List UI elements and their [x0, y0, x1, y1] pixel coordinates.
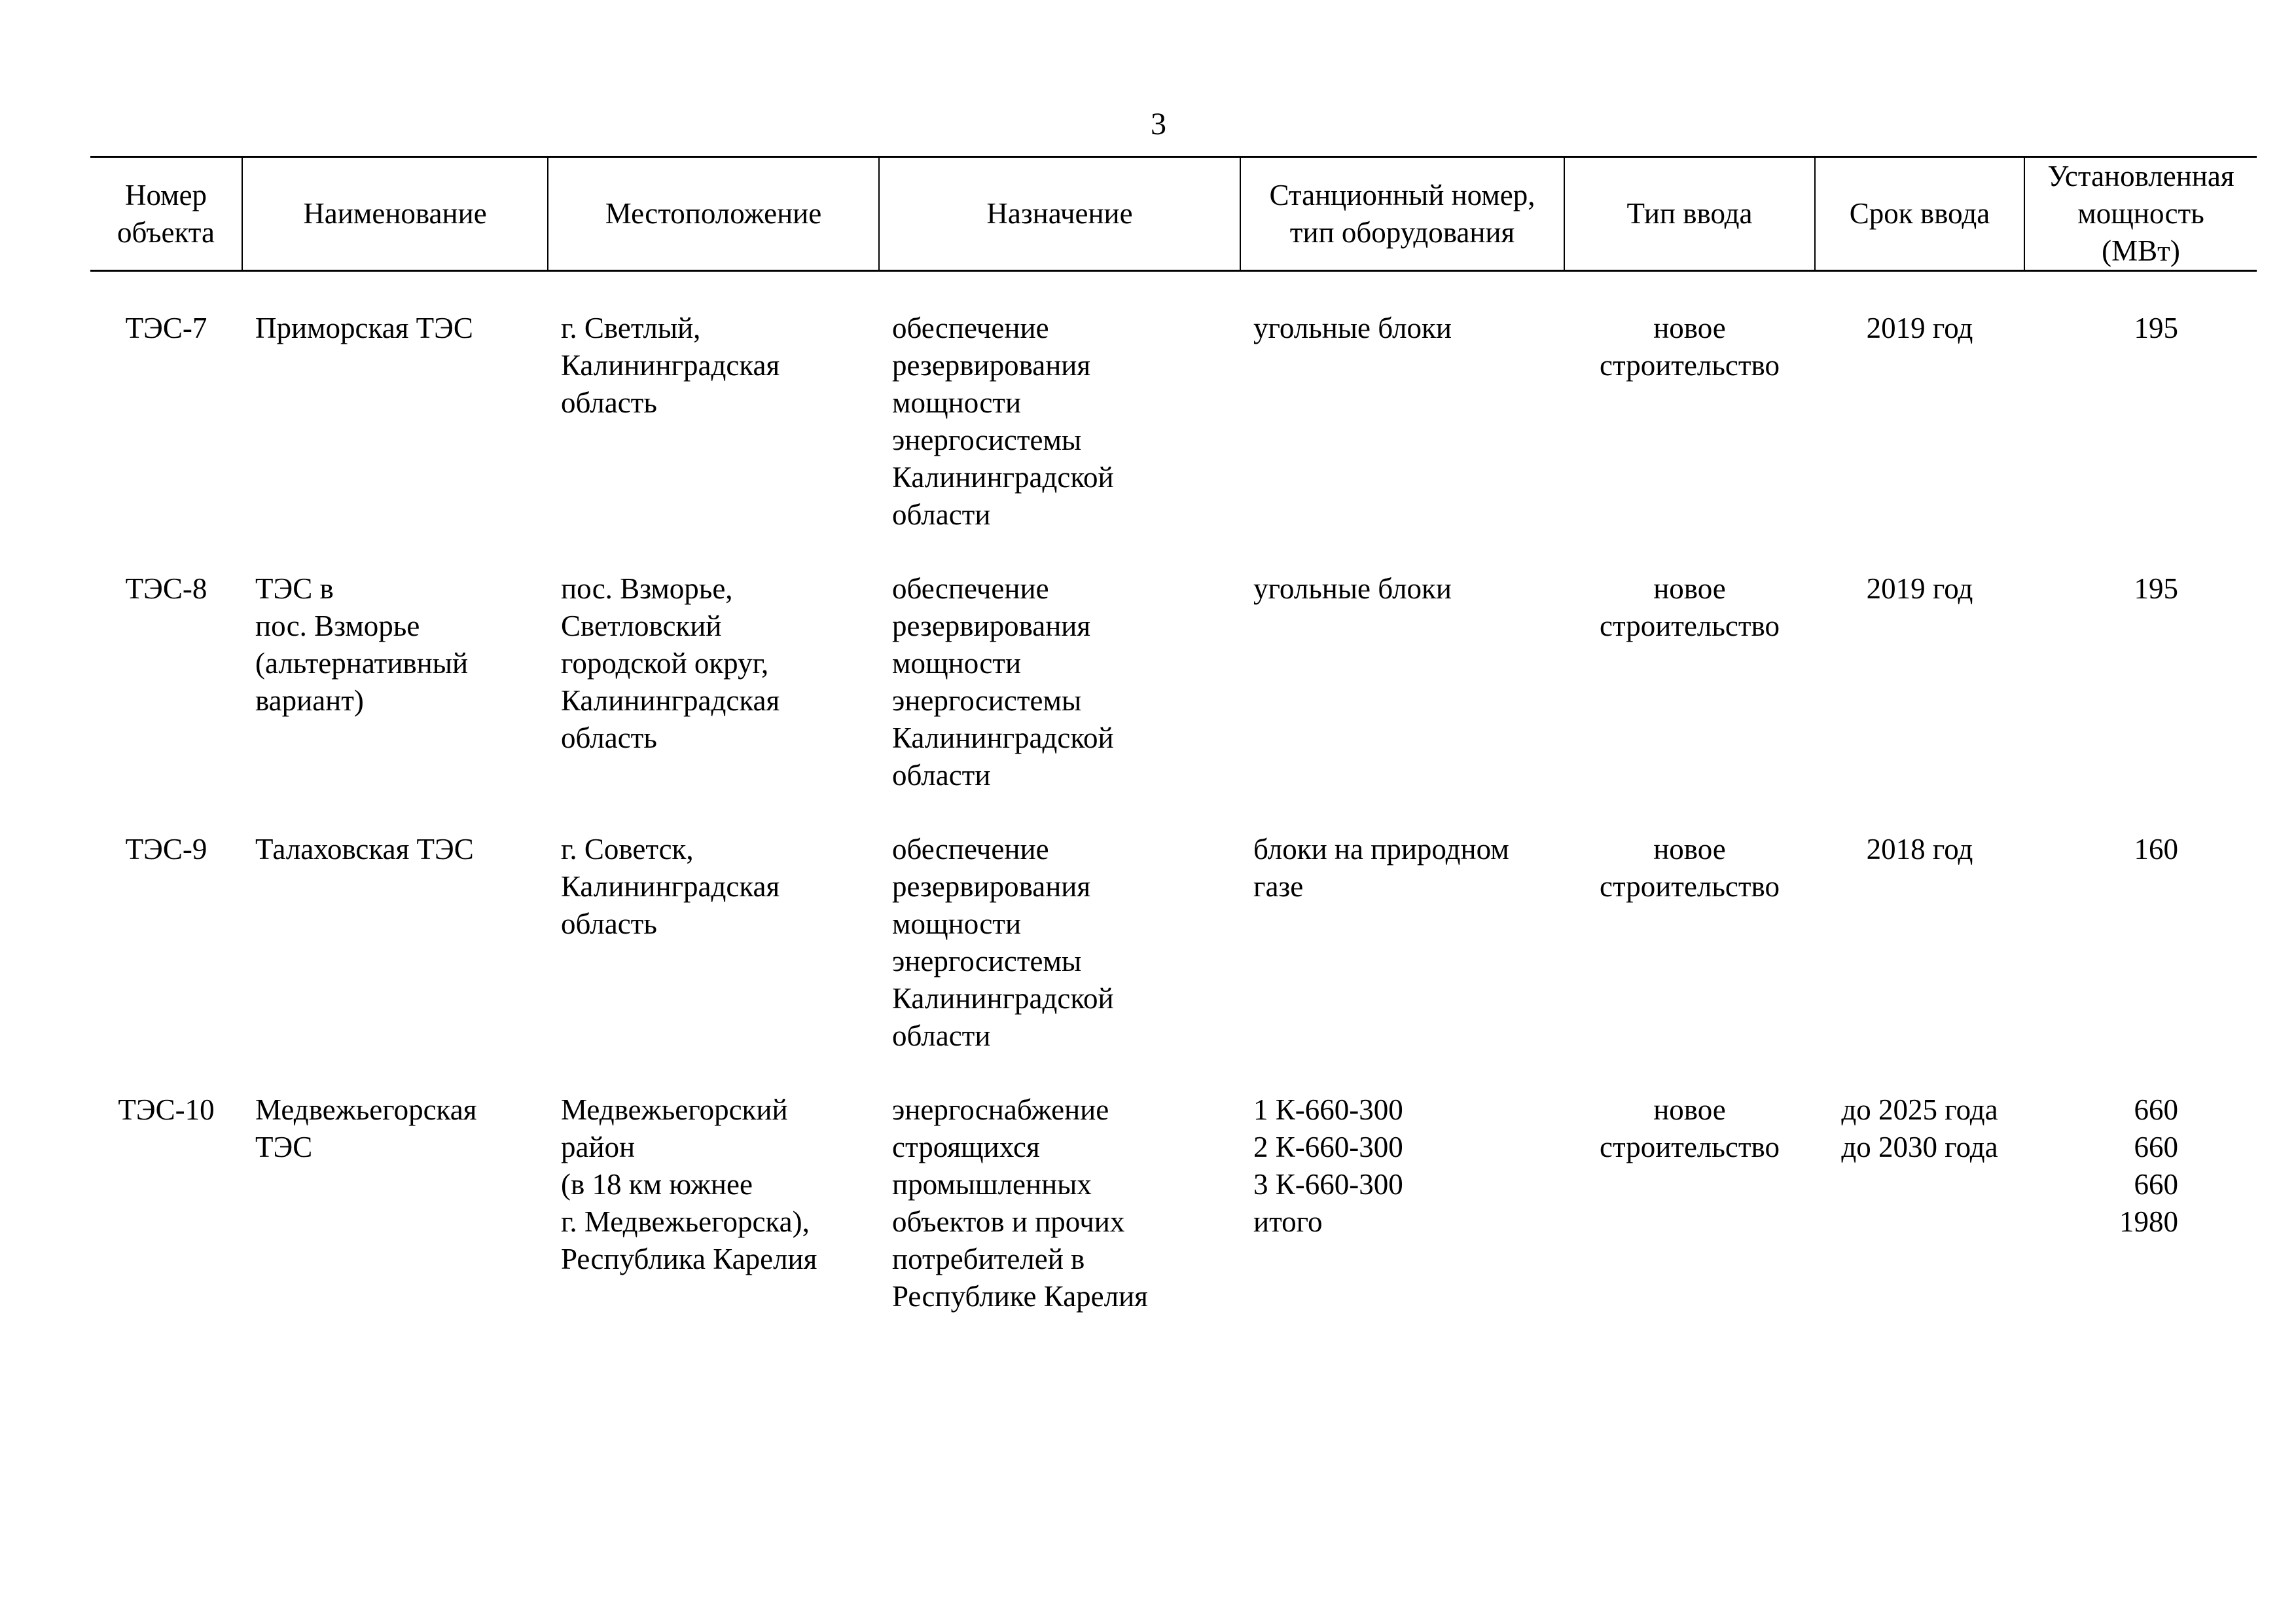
cell-line: строительство: [1600, 610, 1780, 642]
cell-line: Приморская ТЭС: [255, 312, 473, 344]
cell-name: [242, 570, 548, 831]
cell-line: 1 К-660-300: [1253, 1093, 1403, 1126]
header-row: [90, 157, 2257, 271]
cell-line: строительство: [1600, 1131, 1780, 1163]
cell-line: вариант): [255, 684, 364, 717]
cell-line: Калининградской: [892, 461, 1114, 494]
cell-line: пос. Взморье: [255, 610, 420, 642]
cell-location: [548, 1091, 879, 1352]
cell-line: резервирования: [892, 349, 1091, 382]
cell-line: блоки на природном: [1253, 833, 1509, 866]
cell-object-number: [90, 831, 242, 1091]
header-object-number: Номер объекта: [90, 157, 242, 271]
cell-line: 2019 год: [1866, 312, 1973, 344]
cell-line: ТЭС-7: [125, 312, 207, 344]
cell-equipment: [1240, 1091, 1564, 1352]
cell-line: (альтернативный: [255, 647, 469, 680]
header-equipment: Станционный номер, тип оборудования: [1240, 157, 1564, 271]
cell-line: городской округ,: [561, 647, 769, 680]
cell-line: Калининградская: [561, 349, 780, 382]
cell-line: новое: [1653, 833, 1726, 866]
cell-input-date: [1815, 570, 2024, 831]
cell-line: угольные блоки: [1253, 572, 1452, 605]
cell-purpose: [879, 570, 1240, 831]
cell-line: резервирования: [892, 870, 1091, 903]
header-name: Наименование: [242, 157, 548, 271]
cell-input-date: [1815, 1091, 2024, 1352]
cell-line: ТЭС-9: [125, 833, 207, 866]
cell-line: Калининградской: [892, 982, 1114, 1015]
cell-location: [548, 831, 879, 1091]
cell-installed-capacity: [2024, 831, 2257, 1091]
table-row: [90, 271, 2257, 571]
cell-line: 1980: [2119, 1205, 2178, 1238]
cell-line: 2018 год: [1866, 833, 1973, 866]
cell-line: энергосистемы: [892, 684, 1082, 717]
table-row: [90, 831, 2257, 1091]
cell-line: до 2030 года: [1841, 1131, 1998, 1163]
cell-line: энергосистемы: [892, 424, 1082, 456]
cell-line: до 2025 года: [1841, 1093, 1998, 1126]
cell-input-date: [1815, 831, 2024, 1091]
cell-line: г. Медвежьегорска),: [561, 1205, 810, 1238]
cell-line: области: [892, 1019, 991, 1052]
cell-line: ТЭС в: [255, 572, 334, 605]
page-number: 3: [1151, 107, 1166, 141]
cell-purpose: [879, 831, 1240, 1091]
power-plants-table: [90, 156, 2257, 1352]
cell-line: Калининградская: [561, 684, 780, 717]
cell-line: Светловский: [561, 610, 722, 642]
cell-line: потребителей в: [892, 1243, 1085, 1275]
cell-line: промышленных: [892, 1168, 1092, 1201]
cell-purpose: [879, 271, 1240, 571]
cell-installed-capacity: [2024, 570, 2257, 831]
cell-input-date: [1815, 271, 2024, 571]
cell-line: 2 К-660-300: [1253, 1131, 1403, 1163]
cell-line: энергосистемы: [892, 945, 1082, 977]
cell-equipment: [1240, 570, 1564, 831]
cell-line: район: [561, 1131, 636, 1163]
table-body: [90, 271, 2257, 1353]
cell-line: газе: [1253, 870, 1304, 903]
cell-line: Талаховская ТЭС: [255, 833, 474, 866]
cell-line: 3 К-660-300: [1253, 1168, 1403, 1201]
cell-line: итого: [1253, 1205, 1323, 1238]
cell-line: г. Светлый,: [561, 312, 701, 344]
cell-line: ТЭС-8: [125, 572, 207, 605]
cell-name: [242, 1091, 548, 1352]
cell-line: энергоснабжение: [892, 1093, 1109, 1126]
cell-line: область: [561, 907, 657, 940]
cell-object-number: [90, 570, 242, 831]
cell-input-type: [1564, 831, 1815, 1091]
cell-line: мощности: [892, 907, 1022, 940]
header-purpose: Назначение: [879, 157, 1240, 271]
cell-object-number: [90, 1091, 242, 1352]
cell-line: строительство: [1600, 349, 1780, 382]
cell-line: область: [561, 721, 657, 754]
cell-line: 2019 год: [1866, 572, 1973, 605]
cell-line: Медвежьегорский: [561, 1093, 788, 1126]
cell-line: область: [561, 386, 657, 419]
header-input-date: Срок ввода: [1815, 157, 2024, 271]
cell-object-number: [90, 271, 242, 571]
cell-location: [548, 271, 879, 571]
cell-line: 660: [2134, 1093, 2178, 1126]
cell-purpose: [879, 1091, 1240, 1352]
cell-line: 195: [2134, 572, 2178, 605]
cell-location: [548, 570, 879, 831]
cell-line: новое: [1653, 312, 1726, 344]
header-location: Местоположение: [548, 157, 879, 271]
cell-line: обеспечение: [892, 572, 1049, 605]
cell-equipment: [1240, 831, 1564, 1091]
cell-equipment: [1240, 271, 1564, 571]
cell-line: 160: [2134, 833, 2178, 866]
cell-line: пос. Взморье,: [561, 572, 733, 605]
cell-input-type: [1564, 1091, 1815, 1352]
cell-line: резервирования: [892, 610, 1091, 642]
cell-line: угольные блоки: [1253, 312, 1452, 344]
cell-input-type: [1564, 271, 1815, 571]
cell-line: мощности: [892, 386, 1022, 419]
cell-installed-capacity: [2024, 1091, 2257, 1352]
cell-line: ТЭС: [255, 1131, 313, 1163]
cell-line: новое: [1653, 572, 1726, 605]
cell-line: Республике Карелия: [892, 1280, 1148, 1313]
table-row: [90, 1091, 2257, 1352]
cell-line: 660: [2134, 1131, 2178, 1163]
cell-installed-capacity: [2024, 271, 2257, 571]
cell-line: строящихся: [892, 1131, 1040, 1163]
cell-line: Медвежьегорская: [255, 1093, 477, 1126]
cell-line: обеспечение: [892, 833, 1049, 866]
cell-line: области: [892, 759, 991, 792]
cell-name: [242, 831, 548, 1091]
cell-line: (в 18 км южнее: [561, 1168, 753, 1201]
table-row: [90, 570, 2257, 831]
cell-line: обеспечение: [892, 312, 1049, 344]
cell-line: ТЭС-10: [118, 1093, 215, 1126]
cell-line: Калининградская: [561, 870, 780, 903]
table-header: [90, 157, 2257, 271]
cell-line: объектов и прочих: [892, 1205, 1125, 1238]
cell-line: г. Советск,: [561, 833, 694, 866]
cell-line: 660: [2134, 1168, 2178, 1201]
header-input-type: Тип ввода: [1564, 157, 1815, 271]
cell-line: Республика Карелия: [561, 1243, 817, 1275]
cell-line: новое: [1653, 1093, 1726, 1126]
header-installed-capacity: Установленная мощность (МВт): [2024, 157, 2257, 271]
cell-line: 195: [2134, 312, 2178, 344]
cell-line: Калининградской: [892, 721, 1114, 754]
cell-line: области: [892, 498, 991, 531]
cell-input-type: [1564, 570, 1815, 831]
cell-line: строительство: [1600, 870, 1780, 903]
cell-line: мощности: [892, 647, 1022, 680]
cell-name: [242, 271, 548, 571]
